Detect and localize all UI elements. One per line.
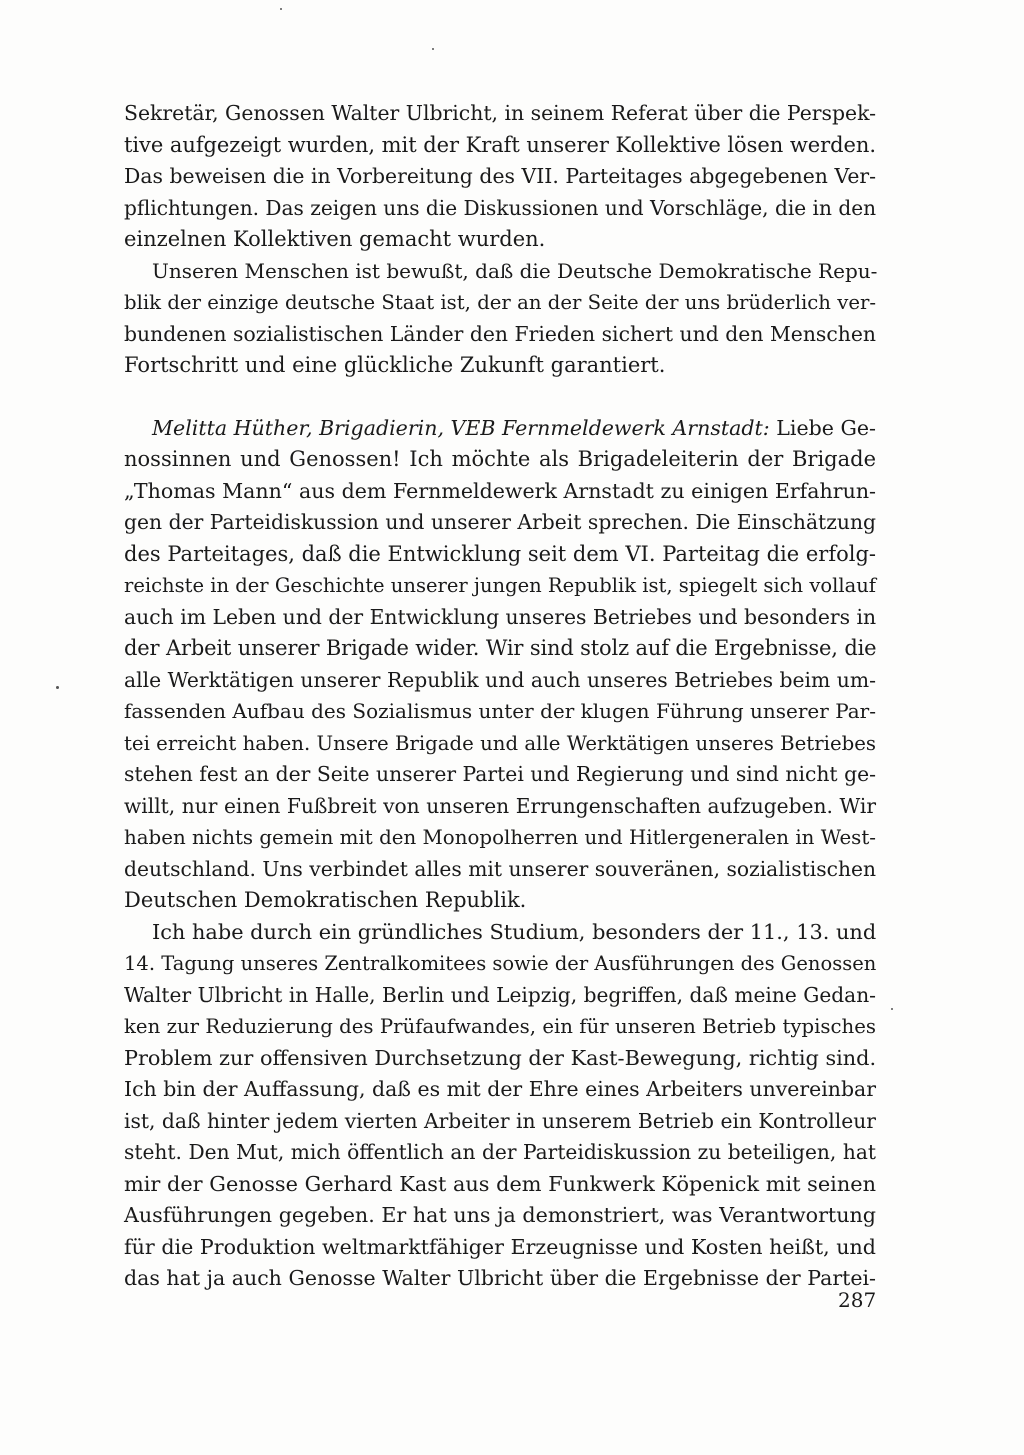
scan-speck [432,48,434,50]
text-line: auch im Leben und der Entwicklung unseres Betriebes und besonders in [124,604,877,629]
text-line: nossinnen und Genossen! Ich möchte als Brigadeleiterin der Brigade [124,447,876,471]
text-line: bundenen sozialistischen Länder den Frieden sichert und den Menschen [124,321,876,346]
text-line: blik der einzige deutsche Staat ist, der an der Seite der uns brüderlich ver- [124,291,876,314]
body-text [124,98,876,1295]
text-line: haben nichts gemein mit den Monopolherren und Hitlergeneralen in West- [124,826,876,849]
text-line: tive aufgezeigt wurden, mit der Kraft unserer Kollektive lösen werden. [124,132,877,157]
text-line: ist, daß hinter jedem vierten Arbeiter in unserem Betrieb ein Kontrolleur [124,1108,876,1133]
text-line: reichste in der Geschichte unserer jungen Republik ist, spiegelt sich vollauf [124,574,877,597]
text-line: gen der Parteidiskussion und unserer Arbeit sprechen. Die Einschätzung [124,510,876,534]
text-line: mir der Genosse Gerhard Kast aus dem Funkwerk Köpenick mit seinen [124,1171,876,1196]
scan-speck [891,1008,893,1010]
paragraph-2 [124,256,876,382]
text-line: Problem zur offensiven Durchsetzung der Kast-Bewegung, richtig sind. [124,1045,877,1070]
text-line: alle Werktätigen unserer Republik und auch unseres Betriebes beim um- [124,667,876,692]
text-line: das hat ja auch Genosse Walter Ulbricht über die Ergebnisse der Partei- [124,1266,876,1290]
text-line: für die Produktion weltmarktfähiger Erzeugnisse und Kosten heißt, und [124,1234,876,1259]
scan-speck [56,686,59,689]
text-line: Das beweisen die in Vorbereitung des VII. Parteitages abgegebenen Ver- [124,164,876,188]
speaker-line [124,413,876,445]
text-line: deutschland. Uns verbindet alles mit unserer souveränen, sozialistischen [124,856,877,881]
text-line: „Thomas Mann“ aus dem Fernmeldewerk Arnstadt zu einigen Erfahrun- [124,478,876,503]
text-line: Ich bin der Auffassung, daß es mit der Ehre eines Arbeiters unvereinbar [124,1077,876,1101]
text-line: Walter Ulbricht in Halle, Berlin und Leipzig, begriffen, daß meine Gedan- [124,982,876,1007]
text-line: Ich habe durch ein gründliches Studium, besonders der 11., 13. und [152,919,877,944]
text-line: fassenden Aufbau des Sozialismus unter der klugen Führung unserer Par- [124,699,876,723]
paragraph-4 [124,917,876,1295]
text-line: willt, nur einen Fußbreit von unseren Errungenschaften aufzugeben. Wir [124,793,876,818]
text-line: des Parteitages, daß die Entwicklung seit dem VI. Parteitag die erfolg- [124,541,877,566]
speaker-line-rest: Liebe Ge- [769,415,876,440]
text-line: 14. Tagung unseres Zentralkomitees sowie der Ausführungen des Genossen [124,952,877,975]
text-line: steht. Den Mut, mich öffentlich an der Parteidiskussion zu beteiligen, hat [124,1140,876,1164]
text-line: Fortschritt und eine glückliche Zukunft garantiert. [124,353,666,377]
text-line: stehen fest an der Seite unserer Partei und Regierung und sind nicht ge- [124,762,876,786]
text-line: tei erreicht haben. Unsere Brigade und alle Werktätigen unseres Betriebes [124,731,876,755]
text-line: Unseren Menschen ist bewußt, daß die Deutsche Demokratische Repu- [152,258,878,283]
paragraph-1 [124,98,876,256]
page-number: 287 [838,1288,877,1312]
text-line: Sekretär, Genossen Walter Ulbricht, in seinem Referat über die Perspek- [124,101,877,125]
text-line: pflichtungen. Das zeigen uns die Diskussionen und Vorschläge, die in den [124,195,877,220]
text-line: der Arbeit unserer Brigade wider. Wir sind stolz auf die Ergebnisse, die [124,636,877,660]
text-line: einzelnen Kollektiven gemacht wurden. [124,227,546,251]
text-line: ken zur Reduzierung des Prüfaufwandes, ein für unseren Betrieb typisches [124,1015,876,1038]
scan-speck [280,8,282,10]
text-line: Deutschen Demokratischen Republik. [124,888,527,912]
speaker-name: Melitta Hüther, Brigadierin, VEB Fernmeldewerk Arnstadt: [152,415,770,440]
text-line: Ausführungen gegeben. Er hat uns ja demonstriert, was Verantwortung [124,1203,876,1227]
paragraph-3 [124,413,876,917]
